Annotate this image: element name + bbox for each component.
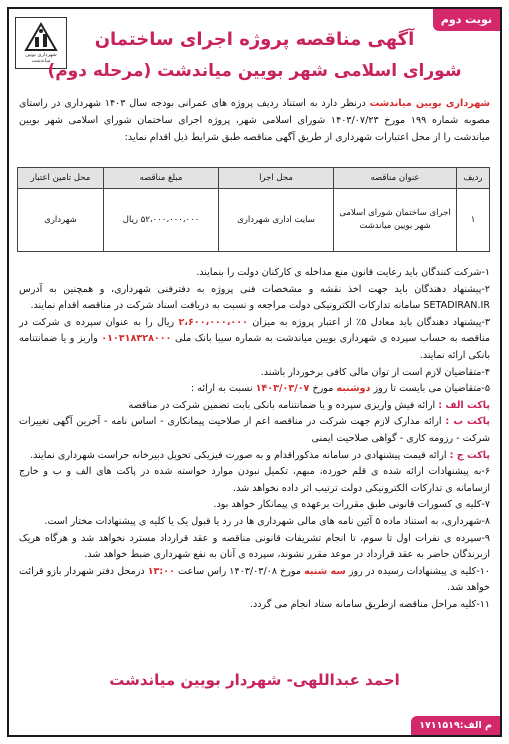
reference-badge: م الف:۱۷۱۱۵۱۹ <box>411 716 500 735</box>
envelope-a-text: ارائه فیش واریزی سپرده و یا ضمانتنامه بانکی بابت تضمین شرکت در مناقصه <box>128 399 439 411</box>
signature: احمد عبداللهی- شهردار بویین میاندشت <box>109 671 400 689</box>
clause-3 <box>19 315 490 365</box>
clause-4: ۴-متقاضیان لازم است از توان مالی کافی برخوردار باشند. <box>260 366 490 378</box>
conditions-list <box>19 265 490 613</box>
header-row: ردیف <box>457 168 490 189</box>
clause-5 <box>19 381 490 398</box>
clause-1: ۱-شرکت کنندگان باید رعایت قانون منع مداخله ی کارکنان دولت را بنمایند. <box>196 267 490 278</box>
org-name: شهرداری بویین میاندشت <box>369 98 490 109</box>
envelope-a-label: پاکت الف : <box>438 399 490 411</box>
clause-8: ۸-شهرداری، به استناد ماده ۵ آئین نامه های مالی شهرداری ها در رد یا قبول یک یا کلیه ی پیشنهادات مختار است. <box>44 515 490 527</box>
deadline-day: دوشنبه <box>336 383 371 395</box>
clause-5-text-b: مورخ <box>309 383 337 395</box>
opening-time: ۱۳:۰۰ <box>147 565 175 577</box>
clause-6: ۶-به پیشنهادات ارائه شده ی قلم خورده، مبهم، تکمیل نبودن موارد خواسته شده در پاکت های الف و ب و خارج ازسامانه ی تدارکات الکترونیکی دولت ترتیب اثر داده نخواهد شد. <box>19 466 490 494</box>
intro-text: درنظر دارد به استناد ردیف پروژه های عمرانی بودجه سال ۱۴۰۳ شهرداری در راستای مصوبه شماره ۱۹۹ مورخ ۱۴۰۳/۰۷/۲۳ شورای اسلامی شهر، پروژه اجرای ساختمان شورای اسلامی شهر بویین میاندشت را از محل اعتبارات شهرداری از طریق آگهی مناقصه طبق شرایط ذیل اقدام نماید: <box>19 98 490 143</box>
clause-10 <box>19 564 490 597</box>
envelope-c-text: ارائه قیمت پیشنهادی در سامانه مذکوراقدام و به صورت فیزیکی تحویل دبیرخانه حراست شهرداری نمایند. <box>30 449 450 461</box>
tender-table <box>17 167 490 252</box>
envelope-b <box>19 414 490 447</box>
envelope-c <box>19 448 490 465</box>
cell-title: اجرای ساختمان شورای اسلامی شهر بویین میاندشت <box>334 189 457 252</box>
deadline-date: ۱۴۰۳/۰۳/۰۷ <box>255 383 310 395</box>
header-amount: مبلغ مناقصه <box>104 168 219 189</box>
notice-subtitle: شورای اسلامی شهر بویین میاندشت (مرحله دوم) <box>47 61 462 81</box>
envelope-b-label: پاکت ب : <box>445 416 491 428</box>
clause-9: ۹-سپرده ی نفرات اول تا سوم، تا انجام تشریفات قانونی مناقصه و عقد قرارداد مسترد نخواهد شد و هرگاه هریک ازبرندگان حاضر به عقد قرارداد در موعد مقرر نشوند، سپرده ی آنان به نفع شهرداری ضبط خواهد شد. <box>19 532 490 561</box>
header-credit: محل تامین اعتبار <box>18 168 104 189</box>
clause-10-text-a: ۱۰-کلیه ی پیشنهادات رسیده در روز <box>345 565 490 577</box>
clause-3-text-c: واریز و یا ضمانتنامه بانکی ارائه نمایند. <box>19 333 490 361</box>
clause-10-text-b: مورخ ۱۴۰۳/۰۳/۰۸ راس ساعت <box>174 565 305 577</box>
tender-notice <box>7 7 502 737</box>
clause-2: ۲-پیشنهاد دهندگان باید جهت اخذ نقشه و مشخصات فنی پروژه به دفترفنی شهرداری، و همچنین به آدرس SETADIRAN.IR سامانه تدارکات الکترونیکی دولت مراجعه و نسبت به دریافت اسناد شرکت در مناقصه اقدام نمایند. <box>19 283 490 312</box>
clause-5-text-c: نسبت به ارائه : <box>190 383 256 395</box>
cell-credit: شهرداری <box>18 189 104 252</box>
header-title: عنوان مناقصه <box>334 168 457 189</box>
deposit-amount: ۲،۶۰۰،۰۰۰،۰۰۰ <box>178 316 248 328</box>
header-location: محل اجرا <box>219 168 334 189</box>
logo-caption: شهرداری بویین میاندشت <box>25 52 57 64</box>
envelope-c-label: پاکت ج : <box>449 449 490 461</box>
clause-11: ۱۱-کلیه مراحل مناقصه ازطریق سامانه ستاد انجام می گردد. <box>249 598 490 610</box>
clause-3-text-b: ریال را به عنوان سپرده ی شرکت در مناقصه به حساب سپرده ی شهرداری بویین میاندشت به شماره سیبا بانک ملی <box>19 316 490 345</box>
opening-day: سه شنبه <box>304 565 346 577</box>
cell-location: سایت اداری شهرداری <box>219 189 334 252</box>
account-number: ۰۱۰۳۱۸۳۲۸۰۰۰ <box>101 333 172 345</box>
cell-amount: ۵۲،۰۰۰،۰۰۰،۰۰۰ ریال <box>104 189 219 252</box>
intro-paragraph <box>19 95 490 146</box>
cell-row: ۱ <box>457 189 490 252</box>
clause-10-text-c: درمحل دفتر شهردار بازو قرائت خواهد شد. <box>19 565 490 594</box>
clause-3-text-a: ۳-پیشنهاد دهندگان باید معادل ۵٪ از اعتبار پروژه به میزان <box>247 316 490 328</box>
envelope-b-text: ارائه مدارک لازم جهت شرکت در مناقصه اعم از صلاحیت پیمانکاری - اساس نامه - آخرین آگهی تغییرات شرکت - رزومه کاری - گواهی صلاحیت ایمنی <box>19 416 490 444</box>
clause-7: ۷-کلیه ی کسورات قانونی طبق مقررات برعهده ی پیمانکار خواهد بود. <box>213 499 490 511</box>
notice-title: آگهی مناقصه پروژه اجرای ساختمان <box>94 29 415 50</box>
envelope-a <box>19 398 490 415</box>
round-badge: نوبت دوم <box>433 9 500 31</box>
clause-5-text-a: ۵-متقاضیان می بایست تا روز <box>370 383 490 395</box>
logo-emblem-icon <box>24 22 58 52</box>
table-row <box>18 189 490 252</box>
